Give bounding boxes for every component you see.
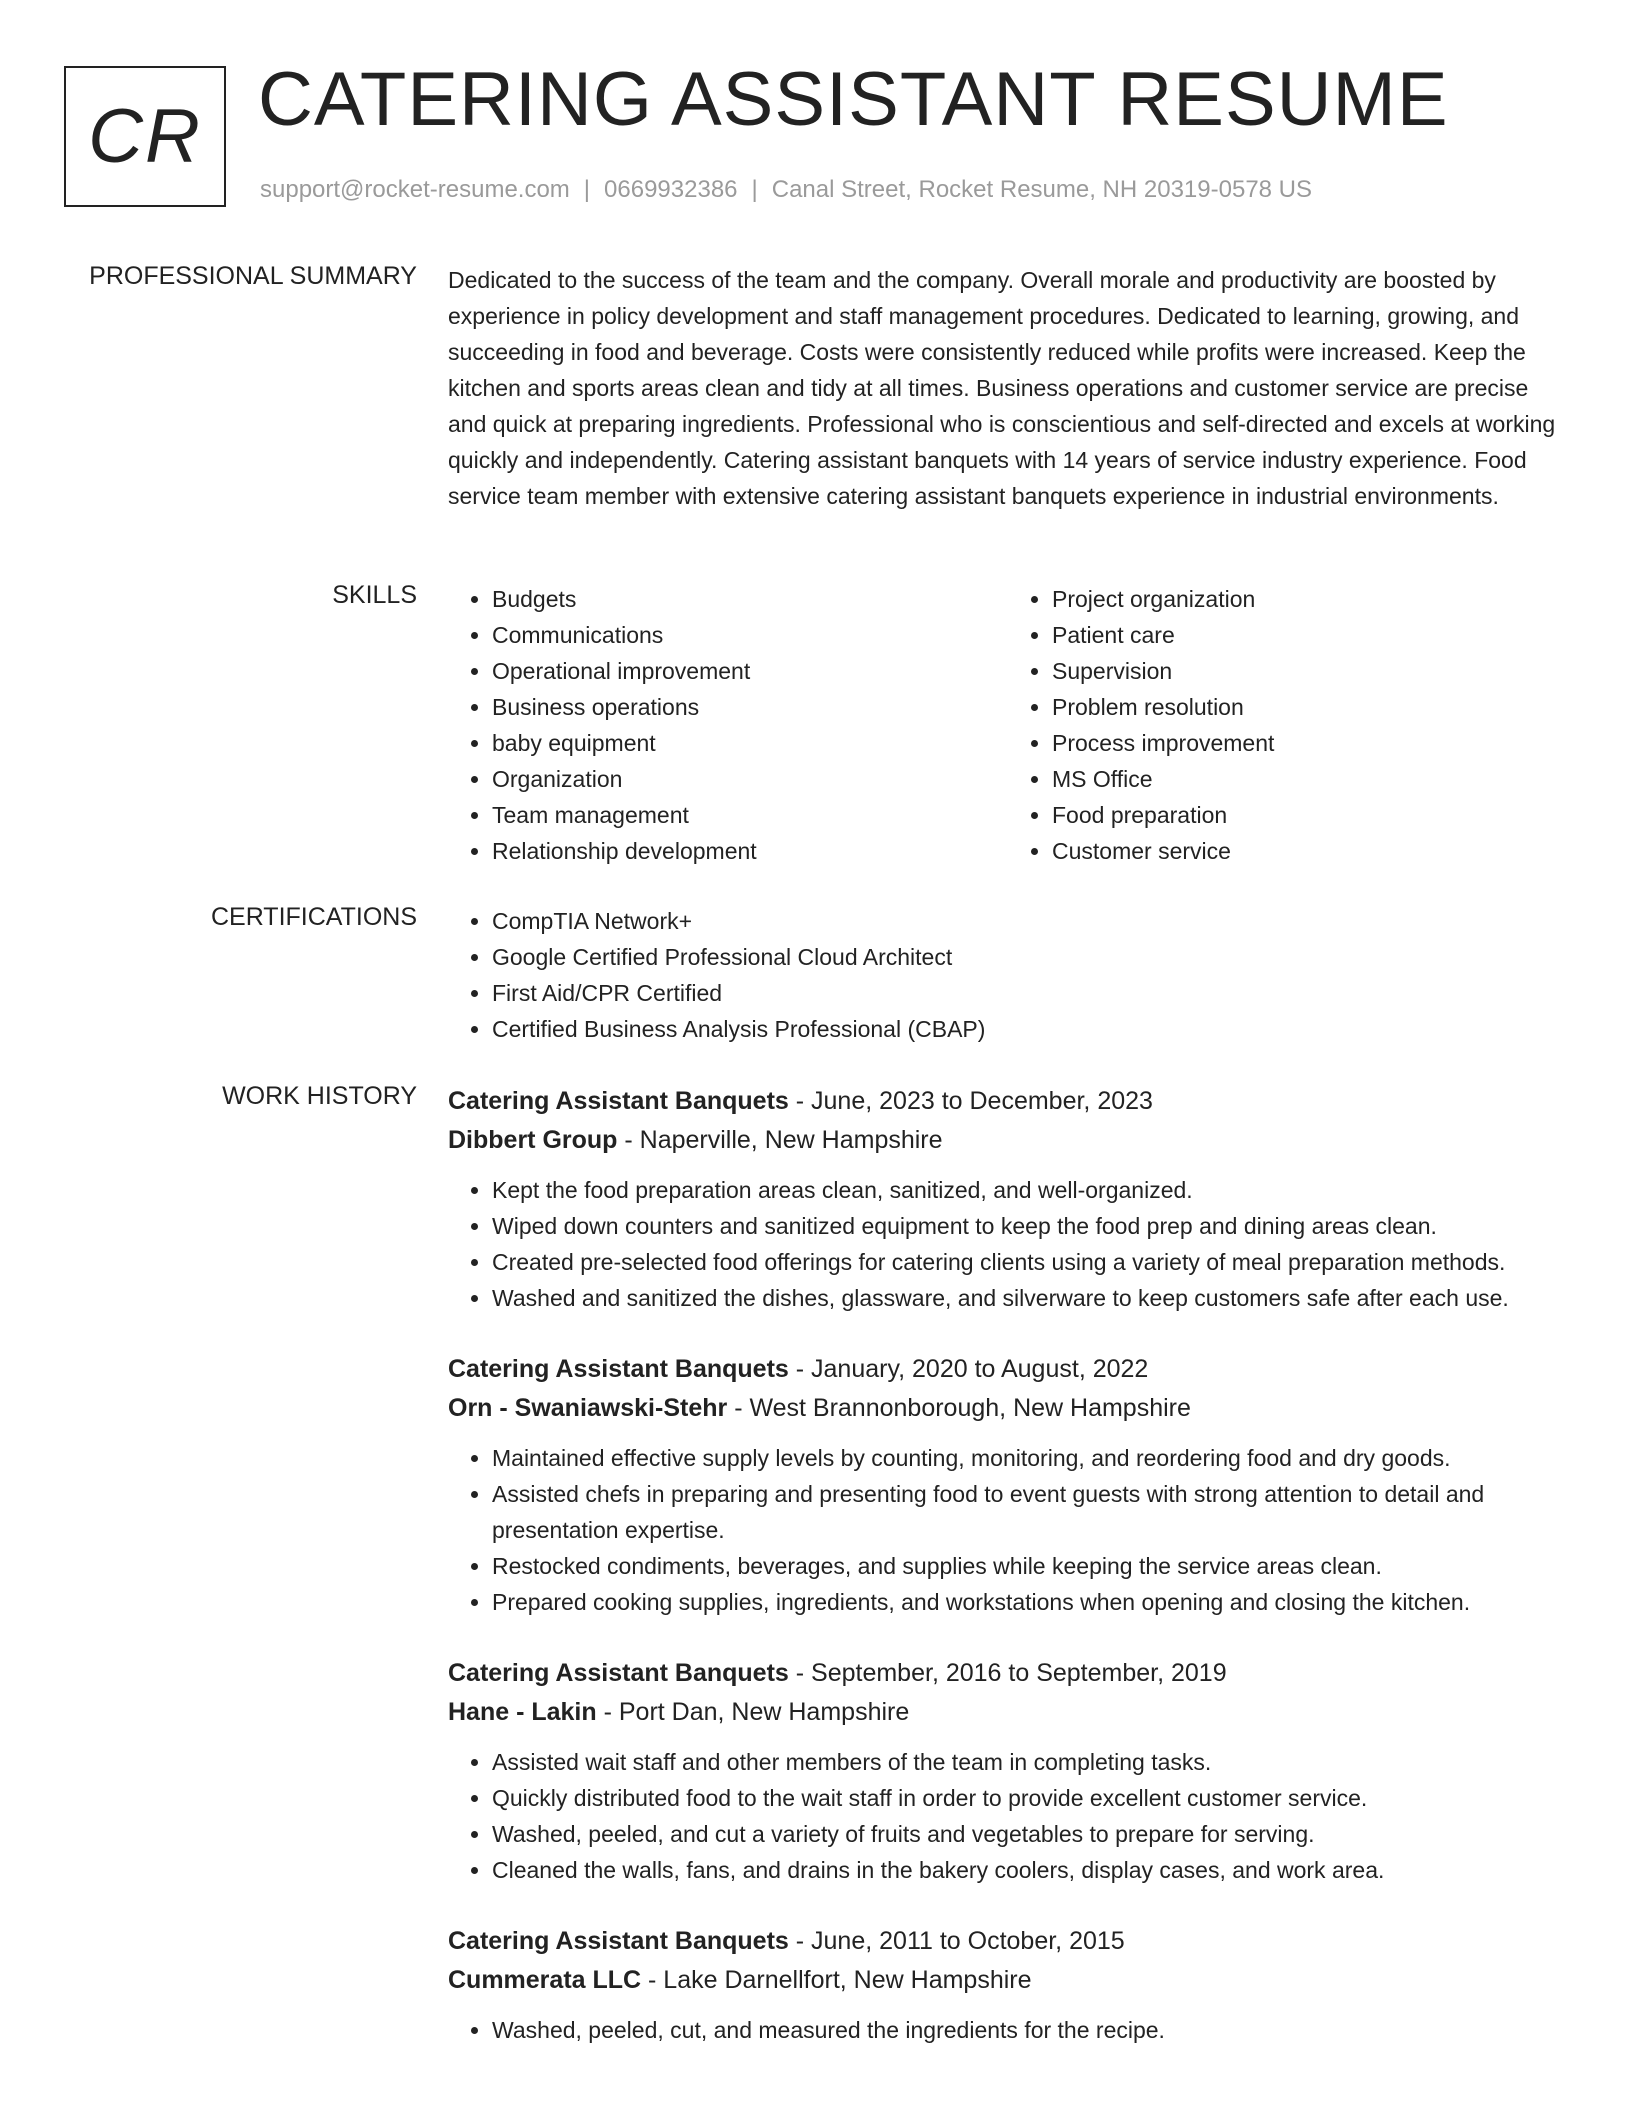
summary-text: Dedicated to the success of the team and the company. Overall morale and productivity are boosted by experience in policy development and staff management procedures. Dedicated to learning, growing, and succeeding in food and beverage. Costs were consistently reduced while profits were increased. Keep the kitchen and sports areas clean and tidy at all times. Business operations and customer service are precise and quick at preparing ingredients. Professional who is conscientious and self-directed and excels at working quickly and independently. Catering assistant banquets with 14 years of service industry experience. Food service team member with extensive catering assistant banquets experience in industrial environments. — [448, 267, 1556, 509]
list-item: • Customer service — [1052, 833, 1568, 869]
list-item: • Project organization — [1052, 581, 1568, 617]
work-history-body — [448, 1082, 1568, 2082]
job-location: - Lake Darnellfort, New Hampshire — [641, 1966, 1032, 1994]
job-dates: - June, 2023 to December, 2023 — [788, 1087, 1153, 1115]
job-title-line — [448, 1350, 1568, 1389]
certifications-body — [448, 903, 1568, 1047]
list-item: • Food preparation — [1052, 797, 1568, 833]
job-title: Catering Assistant Banquets — [448, 1087, 789, 1115]
contact-email[interactable]: support@rocket-resume.com — [260, 176, 570, 203]
job-company: Cummerata LLC — [448, 1966, 642, 1994]
list-item: • Operational improvement — [492, 653, 1008, 689]
job-company: Hane - Lakin — [448, 1698, 597, 1726]
contact-address: Canal Street, Rocket Resume, NH 20319-0578 US — [771, 176, 1313, 203]
job-entry — [448, 1350, 1568, 1620]
job-title: Catering Assistant Banquets — [448, 1355, 789, 1383]
job-location: - West Brannonborough, New Hampshire — [727, 1394, 1191, 1422]
list-item: • baby equipment — [492, 725, 1008, 761]
summary-body — [448, 262, 1568, 514]
list-item: • Quickly distributed food to the wait staff in order to provide excellent customer service. — [492, 1780, 1568, 1816]
list-item: • Business operations — [492, 689, 1008, 725]
list-item: • Assisted chefs in preparing and presenting food to event guests with strong attention to detail and presentation expertise. — [492, 1476, 1568, 1548]
list-item: • Supervision — [1052, 653, 1568, 689]
list-item: • Kept the food preparation areas clean, sanitized, and well-organized. — [492, 1172, 1568, 1208]
list-item: • Problem resolution — [1052, 689, 1568, 725]
list-item: • Google Certified Professional Cloud Architect — [492, 939, 1568, 975]
list-item: • Organization — [492, 761, 1008, 797]
list-item: • MS Office — [1052, 761, 1568, 797]
job-location: - Naperville, New Hampshire — [617, 1126, 943, 1154]
list-item: • CompTIA Network+ — [492, 903, 1568, 939]
job-entry — [448, 1082, 1568, 1316]
certifications-label: CERTIFICATIONS — [210, 903, 417, 931]
certifications-list — [448, 903, 1568, 1047]
job-company: Dibbert Group — [448, 1126, 618, 1154]
skills-list-right — [1008, 581, 1568, 869]
list-item: • Wiped down counters and sanitized equipment to keep the food prep and dining areas clean. — [492, 1208, 1568, 1244]
list-item: • Team management — [492, 797, 1008, 833]
job-title-line — [448, 1922, 1568, 1961]
skills-body — [448, 581, 1568, 869]
list-item: • Communications — [492, 617, 1008, 653]
list-item: • Patient care — [1052, 617, 1568, 653]
job-company: Orn - Swaniawski-Stehr — [448, 1394, 728, 1422]
list-item: • Certified Business Analysis Professional (CBAP) — [492, 1011, 1568, 1047]
list-item: • Restocked condiments, beverages, and supplies while keeping the service areas clean. — [492, 1548, 1568, 1584]
job-duties — [448, 1440, 1568, 1620]
job-duties — [448, 2012, 1568, 2048]
job-entry — [448, 1654, 1568, 1888]
job-location: - Port Dan, New Hampshire — [596, 1698, 910, 1726]
list-item: • Assisted wait staff and other members of the team in completing tasks. — [492, 1744, 1568, 1780]
job-company-line — [448, 1693, 1568, 1732]
job-entry — [448, 1922, 1568, 2048]
list-item: • Washed, peeled, and cut a variety of fruits and vegetables to prepare for serving. — [492, 1816, 1568, 1852]
job-dates: - September, 2016 to September, 2019 — [788, 1659, 1227, 1687]
job-duties — [448, 1172, 1568, 1316]
list-item: • First Aid/CPR Certified — [492, 975, 1568, 1011]
job-title: Catering Assistant Banquets — [448, 1659, 789, 1687]
list-item: • Relationship development — [492, 833, 1008, 869]
skills-label: SKILLS — [332, 581, 417, 609]
job-company-line — [448, 1961, 1568, 2000]
monogram-text: CR — [88, 94, 202, 179]
job-dates: - June, 2011 to October, 2015 — [788, 1927, 1125, 1955]
job-company-line — [448, 1389, 1568, 1428]
list-item: • Budgets — [492, 581, 1008, 617]
list-item: • Cleaned the walls, fans, and drains in the bakery coolers, display cases, and work area. — [492, 1852, 1568, 1888]
job-company-line — [448, 1121, 1568, 1160]
job-title-line — [448, 1654, 1568, 1693]
list-item: • Created pre-selected food offerings for catering clients using a variety of meal preparation methods. — [492, 1244, 1568, 1280]
list-item: • Washed and sanitized the dishes, glassware, and silverware to keep customers safe after each use. — [492, 1280, 1568, 1316]
job-dates: - January, 2020 to August, 2022 — [788, 1355, 1149, 1383]
list-item: • Prepared cooking supplies, ingredients, and workstations when opening and closing the kitchen. — [492, 1584, 1568, 1620]
job-title-line — [448, 1082, 1568, 1121]
job-title: Catering Assistant Banquets — [448, 1927, 789, 1955]
contact-phone[interactable]: 0669932386 — [604, 176, 738, 203]
contact-separator: | — [583, 176, 591, 203]
list-item: • Maintained effective supply levels by counting, monitoring, and reordering food and dry goods. — [492, 1440, 1568, 1476]
contact-line — [260, 176, 1312, 204]
skills-list-left — [448, 581, 1008, 869]
monogram-logo — [64, 66, 226, 207]
resume-title: CATERING ASSISTANT RESUME — [258, 57, 1449, 142]
list-item: • Washed, peeled, cut, and measured the ingredients for the recipe. — [492, 2012, 1568, 2048]
work-history-label: WORK HISTORY — [222, 1082, 417, 1110]
list-item: • Process improvement — [1052, 725, 1568, 761]
contact-separator: | — [751, 176, 758, 203]
summary-label: PROFESSIONAL SUMMARY — [89, 262, 417, 290]
job-duties — [448, 1744, 1568, 1888]
